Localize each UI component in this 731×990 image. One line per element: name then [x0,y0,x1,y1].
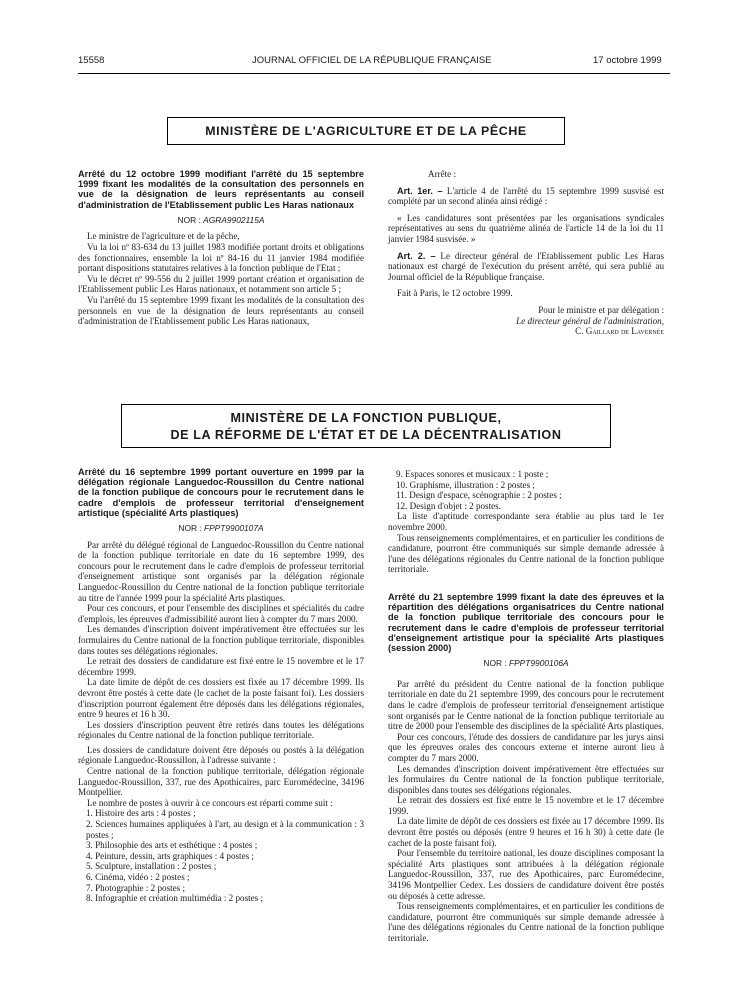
paragraph: Vu la loi nº 83-634 du 13 juillet 1983 modifiée portant droits et obligations des fonctionnaires, ensemble la loi nº 84-16 du 11 janvier 1984 modifiée portant dispositions statutaires relatives à la fonction publique de l'Etat ; [78,242,364,274]
paragraph: Tous renseignements complémentaires, et en particulier les conditions de candidature, pourront être communiqués sur simple demande adressée à l'une des délégations régionales du Centre national de la fonction publique territoriale. [388,901,664,943]
ministry-box-fonction-publique [121,404,611,448]
list-item: 3. Philosophie des arts et esthétique : 4 postes ; [86,840,258,851]
list-item: 7. Photographie : 2 postes ; [86,882,186,893]
list-item: 5. Sculpture, installation : 2 postes ; [86,861,217,872]
list-item: 10. Graphisme, illustration : 2 postes ; [396,479,535,490]
paragraph: Les demandes d'inscription doivent impérativement être effectuées sur les formulaires du Centre national de la fonction publique territoriale, disponibles dans toutes ses délégations régionales. [388,763,664,795]
paragraph: La date limite de dépôt de ces dossiers est fixée au 17 décembre 1999. Ils devront être postés ou déposés (entre 9 heures et 16 h 30) à cette date (le cachet de la poste faisant foi). [388,816,664,848]
list-item: 6. Cinéma, vidéo : 2 postes ; [86,872,190,883]
paragraph: Le retrait des dossiers est fixé entre le 15 novembre et le 17 décembre 1999. [388,795,664,816]
signatory-name: C. Gaillard de Lavernée [575,326,664,337]
running-header [0,55,731,71]
list-item: 2. Sciences humaines appliquées à l'art, au design et à la communication : 3 postes ; [86,819,364,840]
paragraph: La liste d'aptitude correspondante sera établie au plus tard le 1er novembre 2000. [388,511,664,532]
ministry-name-line1: MINISTÈRE DE LA FONCTION PUBLIQUE, [230,411,502,425]
issue-date: 17 octobre 1999 [593,55,662,66]
paragraph: Par arrêté du président du Centre national de la fonction publique territoriale en date du 21 septembre 1999, des concours pour le recrutement dans le cadre d'emplois de professeur territorial d'enseignement artistique sont organisés par le Centre national de la fonction publique territoriale au titre de 2000 pour l'ensemble des disciplines de la spécialité Arts plastiques. [388,678,664,732]
paragraph: Les demandes d'inscription doivent impérativement être effectuées sur les formulaires du Centre national de la fonction publique territoriale, disponibles dans toutes ses délégations régionales. [78,624,364,656]
nor-reference: NOR : FPPT9900106A [483,658,569,669]
list-item: 11. Design d'espace, scénographie : 2 postes ; [396,490,562,501]
arrete-title: Arrêté du 16 septembre 1999 portant ouverture en 1999 par la délégation régionale Languedoc-Roussillon du Centre national de la fonction publique de concours pour le recrutement dans le cadre d'emplois de professeur territorial d'enseignement artistique (spécialité Arts plastiques) [78,467,364,518]
page-number: 15558 [78,55,105,66]
list-item: 8. Infographie et création multimédia : 2 postes ; [86,893,264,904]
paragraph: Vu le décret nº 99-556 du 2 juillet 1999 portant création et organisation de l'Etablissement public Les Haras nationaux, et notamment son article 5 ; [78,273,364,295]
arrete-title: Arrêté du 12 octobre 1999 modifiant l'arrêté du 15 septembre 1999 fixant les modalités de la consultation des personnels en vue de la désignation de leurs représentants au conseil d'administration de l'Etablissement public Les Haras nationaux [78,169,364,210]
paragraph: Par arrêté du délégué régional de Languedoc-Roussillon du Centre national de la fonction publique territoriale en date du 16 septembre 1999, des concours pour le recrutement dans le cadre d'emplois de professeur territorial d'enseignement artistique sont organisés par la délégation régionale Languedoc-Roussillon du Centre national de la fonction publique territoriale au titre de l'année 1999 pour la spécialité Arts plastiques. [78,539,364,603]
right-column-lower [388,469,664,944]
ministry-name-line2: DE LA RÉFORME DE L'ÉTAT ET DE LA DÉCENTRALISATION [170,428,562,442]
paragraph: Pour ces concours, et pour l'ensemble des disciplines et spécialités du cadre d'emplois, les épreuves d'admissibilité auront lieu à compter du 7 mars 2000. [78,603,364,624]
arrete-agriculture-right [388,169,664,337]
arrete-agriculture-left [78,169,364,327]
arrete-word: Arrête : [428,169,457,179]
signature-title: Le directeur général de l'administration, [516,315,664,326]
paragraph: Pour l'ensemble du territoire national, les douze disciplines composant la spécialité Arts plastiques sont attribuées à la délégation régionale Languedoc-Roussillon, 337, rue des Apothicaires, parc Euromédecine, 34196 Montpellier Cedex. Les dossiers de candidature doivent être postés ou déposés à cette adresse. [388,848,664,901]
paragraph: Tous renseignements complémentaires, et en particulier les conditions de candidature, pourront être communiqués sur simple demande adressée à l'une des délégations régionales du Centre national de la fonction publique territoriale. [388,532,664,575]
article-2: Art. 2. – Le directeur général de l'Etablissement public Les Haras nationaux est chargé de l'exécution du présent arrêté, qui sera publié au Journal officiel de la République française. [388,250,664,282]
paragraph: Les dossiers de candidature doivent être déposés ou postés à la délégation régionale Languedoc-Roussillon, à l'adresse suivante : [78,744,364,766]
postes-list [78,808,364,903]
paragraph: Les dossiers d'inscription peuvent être retirés dans toutes les délégations régionales du Centre national de la fonction publique territoriale. [78,719,364,741]
journal-title: JOURNAL OFFICIEL DE LA RÉPUBLIQUE FRANÇAISE [252,55,492,66]
paragraph: Centre national de la fonction publique territoriale, délégation régionale Languedoc-Roussillon, 337, rue des Apothicaires, parc Euromédecine, 34196 Montpellier. [78,766,364,798]
list-item: 12. Design d'objet : 2 postes. [396,500,501,511]
signature-line: Pour le ministre et par délégation : [538,304,664,315]
paragraph: Le nombre de postes à ouvrir à ce concours est réparti comme suit : [87,797,333,808]
arrete-16-septembre [78,467,364,904]
postes-list-continued [388,469,664,511]
paragraph: Pour ces concours, l'étude des dossiers de candidature par les jurys ainsi que les épreuves orales des concours externe et interne auront lieu à compter du 7 mars 2000. [388,731,664,763]
list-item: 9. Espaces sonores et musicaux : 1 poste ; [396,469,549,479]
signature-block [388,305,664,337]
arrete-title: Arrêté du 21 septembre 1999 fixant la date des épreuves et la répartition des délégations organisatrices du Centre national de la fonction publique territoriale des concours pour le recrutement dans le cadre d'emplois de professeur territorial d'enseignement artistique pour la spécialité Arts plastiques (session 2000) [388,591,664,653]
nor-reference: NOR : AGRA9902115A [177,214,265,225]
paragraph: La date limite de dépôt de ces dossiers est fixée au 17 décembre 1999. Ils devront être postés à cette date (le cachet de la poste faisant foi). Les dossiers d'inscription pourront également être déposés dans les délégations régionales, entre 9 heures et 16 h 30. [78,677,364,720]
fait-a-paris: Fait à Paris, le 12 octobre 1999. [397,288,513,299]
paragraph: Le retrait des dossiers de candidature est fixé entre le 15 novembre et le 17 décembre 1999. [78,656,364,677]
list-item: 4. Peinture, dessin, arts graphiques : 4 postes ; [86,850,254,861]
article-1-quote: « Les candidatures sont présentées par les organisations syndicales représentatives au sens du quatrième alinéa de l'article 14 de la loi du 11 janvier 1984 susvisée. » [388,212,664,244]
article-1: Art. 1er. – L'article 4 de l'arrêté du 15 septembre 1999 susvisé est complété par un second alinéa ainsi rédigé : [388,185,664,207]
list-item: 1. Histoire des arts : 4 postes ; [86,808,196,819]
header-rule [78,73,670,74]
ministry-name: MINISTÈRE DE L'AGRICULTURE ET DE LA PÊCHE [205,124,527,138]
paragraph: Vu l'arrêté du 15 septembre 1999 fixant les modalités de la consultation des personnels en vue de la désignation de leurs représentants au conseil d'administration de l'Etablissement public Les Haras nationaux, [78,294,364,327]
nor-reference: NOR : FPPT9900107A [178,523,264,534]
ministry-box-agriculture [167,117,565,145]
paragraph: Le ministre de l'agriculture et de la pêche, [87,231,240,242]
